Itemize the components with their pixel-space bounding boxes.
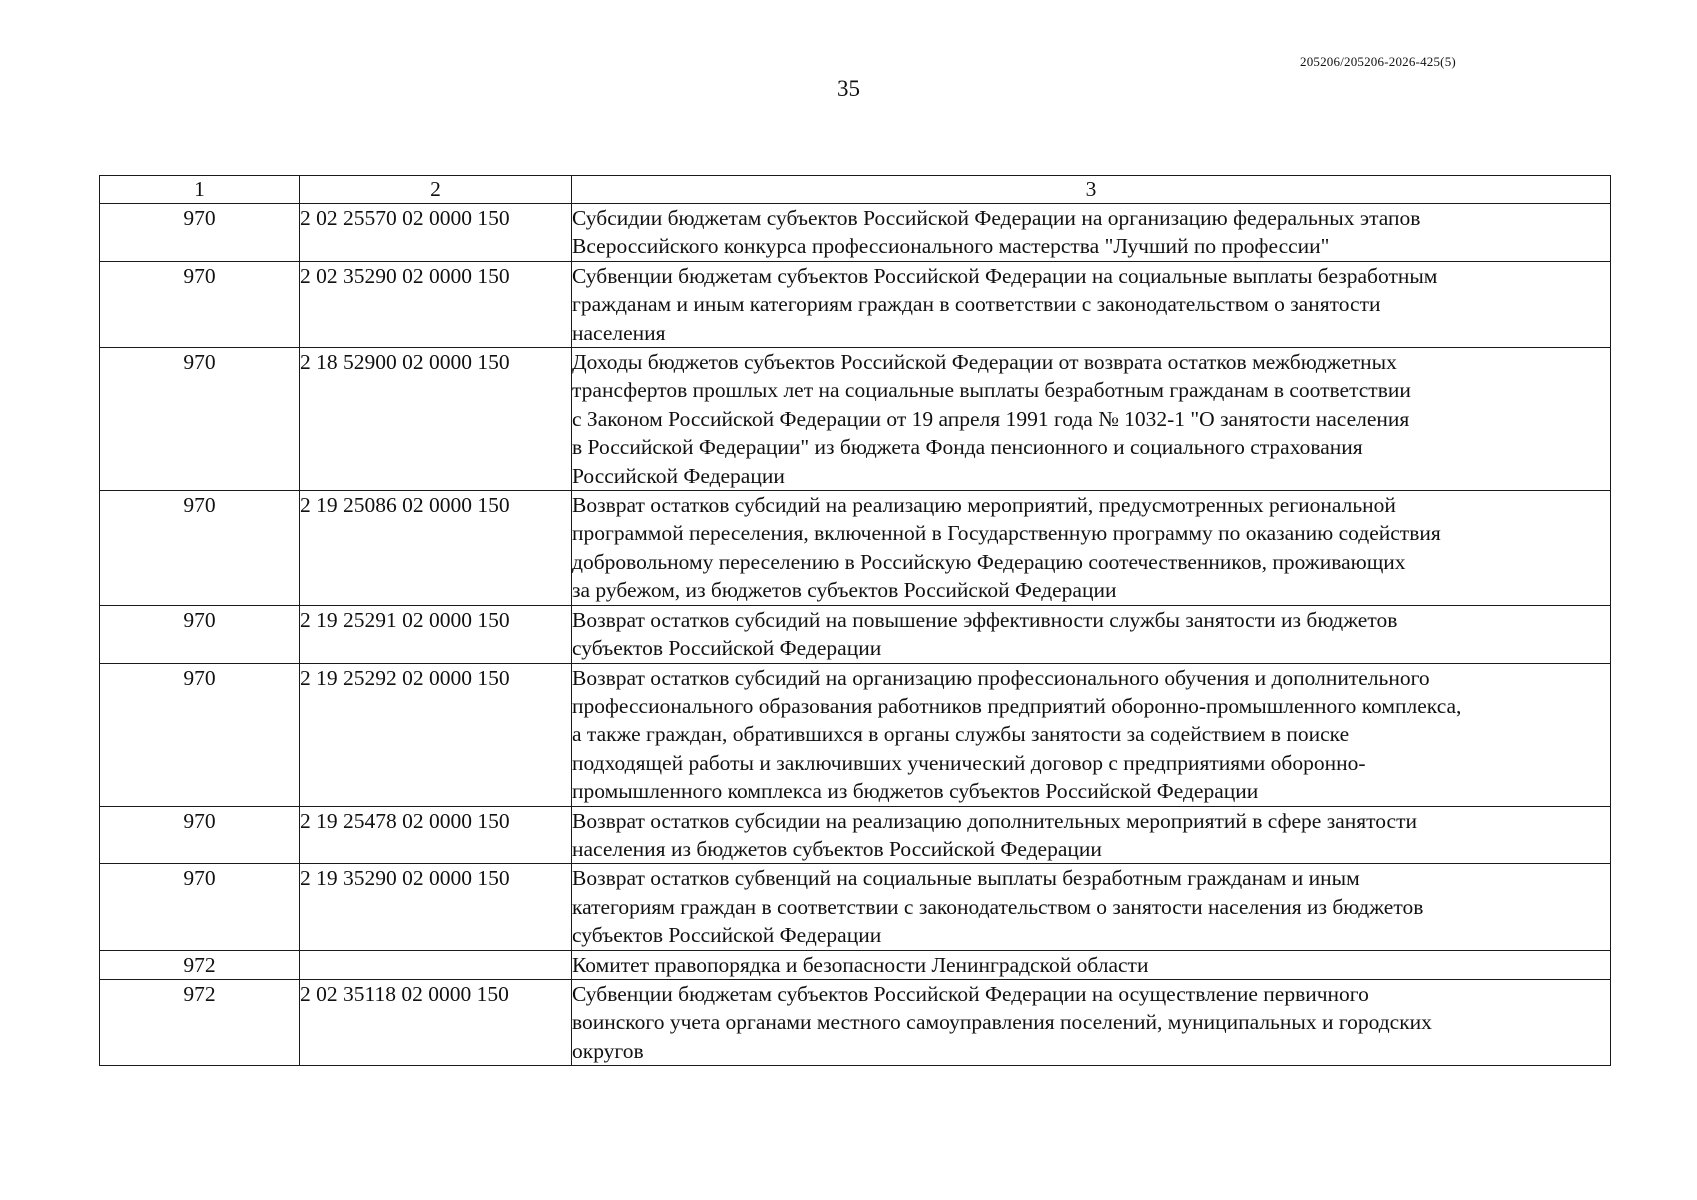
- chapter-code-cell: 972: [100, 950, 300, 979]
- revenue-code-cell: 2 19 25292 02 0000 150: [300, 663, 572, 806]
- revenue-name-cell: Субвенции бюджетам субъектов Российской Федерации на осуществление первичного воинского учета органами местного самоуправления поселений, муниципальных и городских округов: [572, 979, 1611, 1065]
- chapter-code-cell: 970: [100, 491, 300, 606]
- revenue-name-cell: Возврат остатков субсидии на реализацию дополнительных мероприятий в сфере занятости населения из бюджетов субъектов Российской Федерации: [572, 806, 1611, 864]
- chapter-code-cell: 970: [100, 864, 300, 950]
- table-row: [100, 950, 1611, 979]
- column-header-1: 1: [100, 176, 300, 204]
- revenue-code-cell: 2 19 25478 02 0000 150: [300, 806, 572, 864]
- chapter-code-cell: 970: [100, 204, 300, 262]
- revenue-name-cell: Комитет правопорядка и безопасности Ленинградской области: [572, 950, 1611, 979]
- revenue-code-cell: [300, 950, 572, 979]
- chapter-code-cell: 970: [100, 261, 300, 347]
- revenue-code-cell: 2 02 35118 02 0000 150: [300, 979, 572, 1065]
- chapter-code-cell: 970: [100, 348, 300, 491]
- column-header-3: 3: [572, 176, 1611, 204]
- revenue-name-cell: Возврат остатков субсидий на организацию профессионального обучения и дополнительного профессионального образования работников предприятий оборонно-промышленного комплекса, а также граждан, обратившихся в органы службы занятости за содействием в поиске подходящей работы и заключивших ученический договор с предприятиями оборонно- промышленного комплекса из бюджетов субъектов Российской Федерации: [572, 663, 1611, 806]
- revenue-codes-table: [99, 175, 1611, 1066]
- revenue-name-cell: Субвенции бюджетам субъектов Российской Федерации на социальные выплаты безработным гражданам и иным категориям граждан в соответствии с законодательством о занятости населения: [572, 261, 1611, 347]
- revenue-code-cell: 2 02 35290 02 0000 150: [300, 261, 572, 347]
- chapter-code-cell: 970: [100, 605, 300, 663]
- table-row: [100, 806, 1611, 864]
- chapter-code-cell: 972: [100, 979, 300, 1065]
- document-id: 205206/205206-2026-425(5): [1300, 54, 1456, 69]
- table-row: [100, 204, 1611, 262]
- table-row: [100, 979, 1611, 1065]
- chapter-code-cell: 970: [100, 806, 300, 864]
- page-number: 35: [837, 76, 860, 101]
- revenue-code-cell: 2 19 35290 02 0000 150: [300, 864, 572, 950]
- table-row: [100, 864, 1611, 950]
- revenue-name-cell: Доходы бюджетов субъектов Российской Федерации от возврата остатков межбюджетных трансфертов прошлых лет на социальные выплаты безработным гражданам в соответствии с Законом Российской Федерации от 19 апреля 1991 года № 1032-1 "О занятости населения в Российской Федерации" из бюджета Фонда пенсионного и социального страхования Российской Федерации: [572, 348, 1611, 491]
- table-row: [100, 605, 1611, 663]
- revenue-code-cell: 2 18 52900 02 0000 150: [300, 348, 572, 491]
- revenue-code-cell: 2 19 25086 02 0000 150: [300, 491, 572, 606]
- table-row: [100, 261, 1611, 347]
- column-header-2: 2: [300, 176, 572, 204]
- table-row: [100, 491, 1611, 606]
- revenue-name-cell: Возврат остатков субсидий на повышение эффективности службы занятости из бюджетов субъектов Российской Федерации: [572, 605, 1611, 663]
- revenue-name-cell: Возврат остатков субвенций на социальные выплаты безработным гражданам и иным категориям граждан в соответствии с законодательством о занятости населения из бюджетов субъектов Российской Федерации: [572, 864, 1611, 950]
- table-row: [100, 663, 1611, 806]
- revenue-name-cell: Субсидии бюджетам субъектов Российской Федерации на организацию федеральных этапов Всероссийского конкурса профессионального мастерства "Лучший по профессии": [572, 204, 1611, 262]
- revenue-name-cell: Возврат остатков субсидий на реализацию мероприятий, предусмотренных региональной программой переселения, включенной в Государственную программу по оказанию содействия добровольному переселению в Российскую Федерацию соотечественников, проживающих за рубежом, из бюджетов субъектов Российской Федерации: [572, 491, 1611, 606]
- chapter-code-cell: 970: [100, 663, 300, 806]
- table-header-row: [100, 176, 1611, 204]
- table-row: [100, 348, 1611, 491]
- revenue-code-cell: 2 02 25570 02 0000 150: [300, 204, 572, 262]
- revenue-code-cell: 2 19 25291 02 0000 150: [300, 605, 572, 663]
